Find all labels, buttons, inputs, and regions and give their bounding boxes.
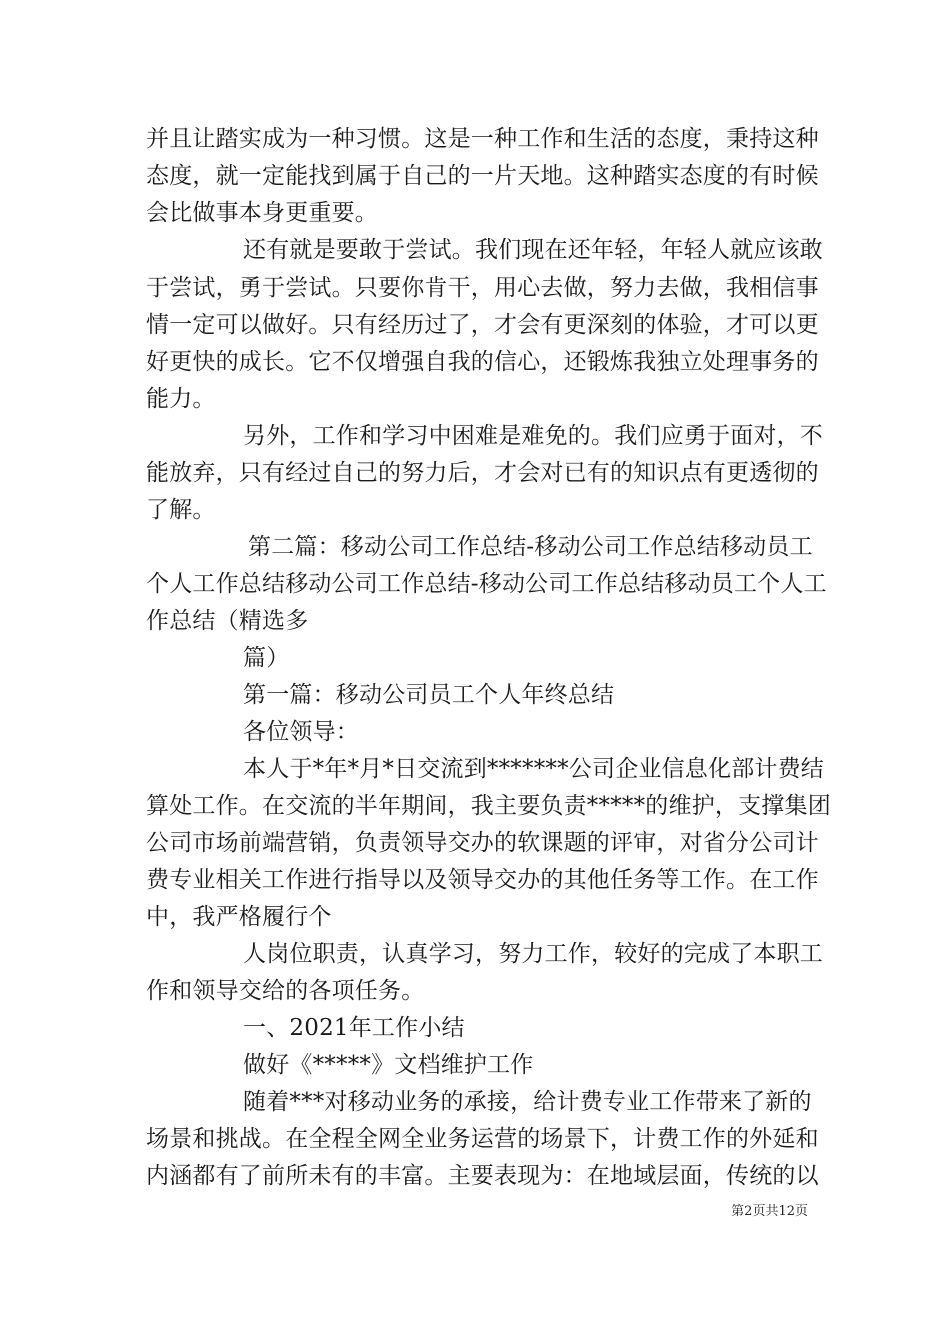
paragraph-start: 还有就是要敢于尝试。我们现在还年轻，年轻人就应该敢 bbox=[243, 237, 823, 263]
text-line: 作和领导交给的各项任务。 bbox=[146, 978, 425, 1004]
section-heading: 第二篇：移动公司工作总结-移动公司工作总结移动员工 bbox=[248, 534, 813, 560]
text-line: 能力。 bbox=[146, 386, 216, 412]
section-heading: 一、2021年工作小结 bbox=[243, 1015, 465, 1041]
subsection-heading: 第一篇：移动公司员工个人年终总结 bbox=[243, 682, 615, 708]
paragraph-start: 本人于*年*月*日交流到*******公司企业信息化部计费结 bbox=[243, 756, 824, 782]
text-line: 作总结（精选多 bbox=[146, 608, 309, 634]
salutation: 各位领导： bbox=[243, 719, 359, 745]
text-line: 场景和挑战。在全程全网全业务运营的场景下，计费工作的外延和 bbox=[146, 1126, 819, 1152]
text-line: 公司市场前端营销，负责领导交办的软课题的评审，对省分公司计 bbox=[146, 830, 819, 856]
text-line: 态度，就一定能找到属于自己的一片天地。这种踏实态度的有时候 bbox=[146, 163, 819, 189]
text-line: 中，我严格履行个 bbox=[146, 904, 332, 930]
text-line: 费专业相关工作进行指导以及领导交办的其他任务等工作。在工作 bbox=[146, 867, 819, 893]
paragraph-start: 另外，工作和学习中困难是难免的。我们应勇于面对，不 bbox=[243, 423, 823, 449]
subsection-heading: 做好《*****》文档维护工作 bbox=[243, 1052, 534, 1078]
text-line: 会比做事本身更重要。 bbox=[146, 200, 378, 226]
text-line: 于尝试，勇于尝试。只要你肯干，用心去做，努力去做，我相信事 bbox=[146, 275, 819, 301]
text-line: 人岗位职责，认真学习，努力工作，较好的完成了本职工 bbox=[243, 941, 823, 967]
text-line: 算处工作。在交流的半年期间，我主要负责*****的维护，支撑集团 bbox=[146, 793, 831, 819]
text-line: 并且让踏实成为一种习惯。这是一种工作和生活的态度，秉持这种 bbox=[146, 126, 819, 152]
text-line: 好更快的成长。它不仅增强自我的信心，还锻炼我独立处理事务的 bbox=[146, 349, 819, 375]
text-line: 个人工作总结移动公司工作总结-移动公司工作总结移动员工个人工 bbox=[146, 571, 827, 597]
text-line: 了解。 bbox=[146, 497, 216, 523]
text-line: 情一定可以做好。只有经历过了，才会有更深刻的体验，才可以更 bbox=[146, 312, 819, 338]
text-line: 能放弃，只有经过自己的努力后，才会对已有的知识点有更透彻的 bbox=[146, 460, 819, 486]
paragraph-start: 随着***对移动业务的承接，给计费专业工作带来了新的 bbox=[243, 1089, 812, 1115]
text-line: 篇） bbox=[243, 645, 290, 671]
text-line: 内涵都有了前所未有的丰富。主要表现为：在地域层面，传统的以 bbox=[146, 1163, 819, 1189]
page-number-footer: 第2页共12页 bbox=[731, 1204, 808, 1219]
